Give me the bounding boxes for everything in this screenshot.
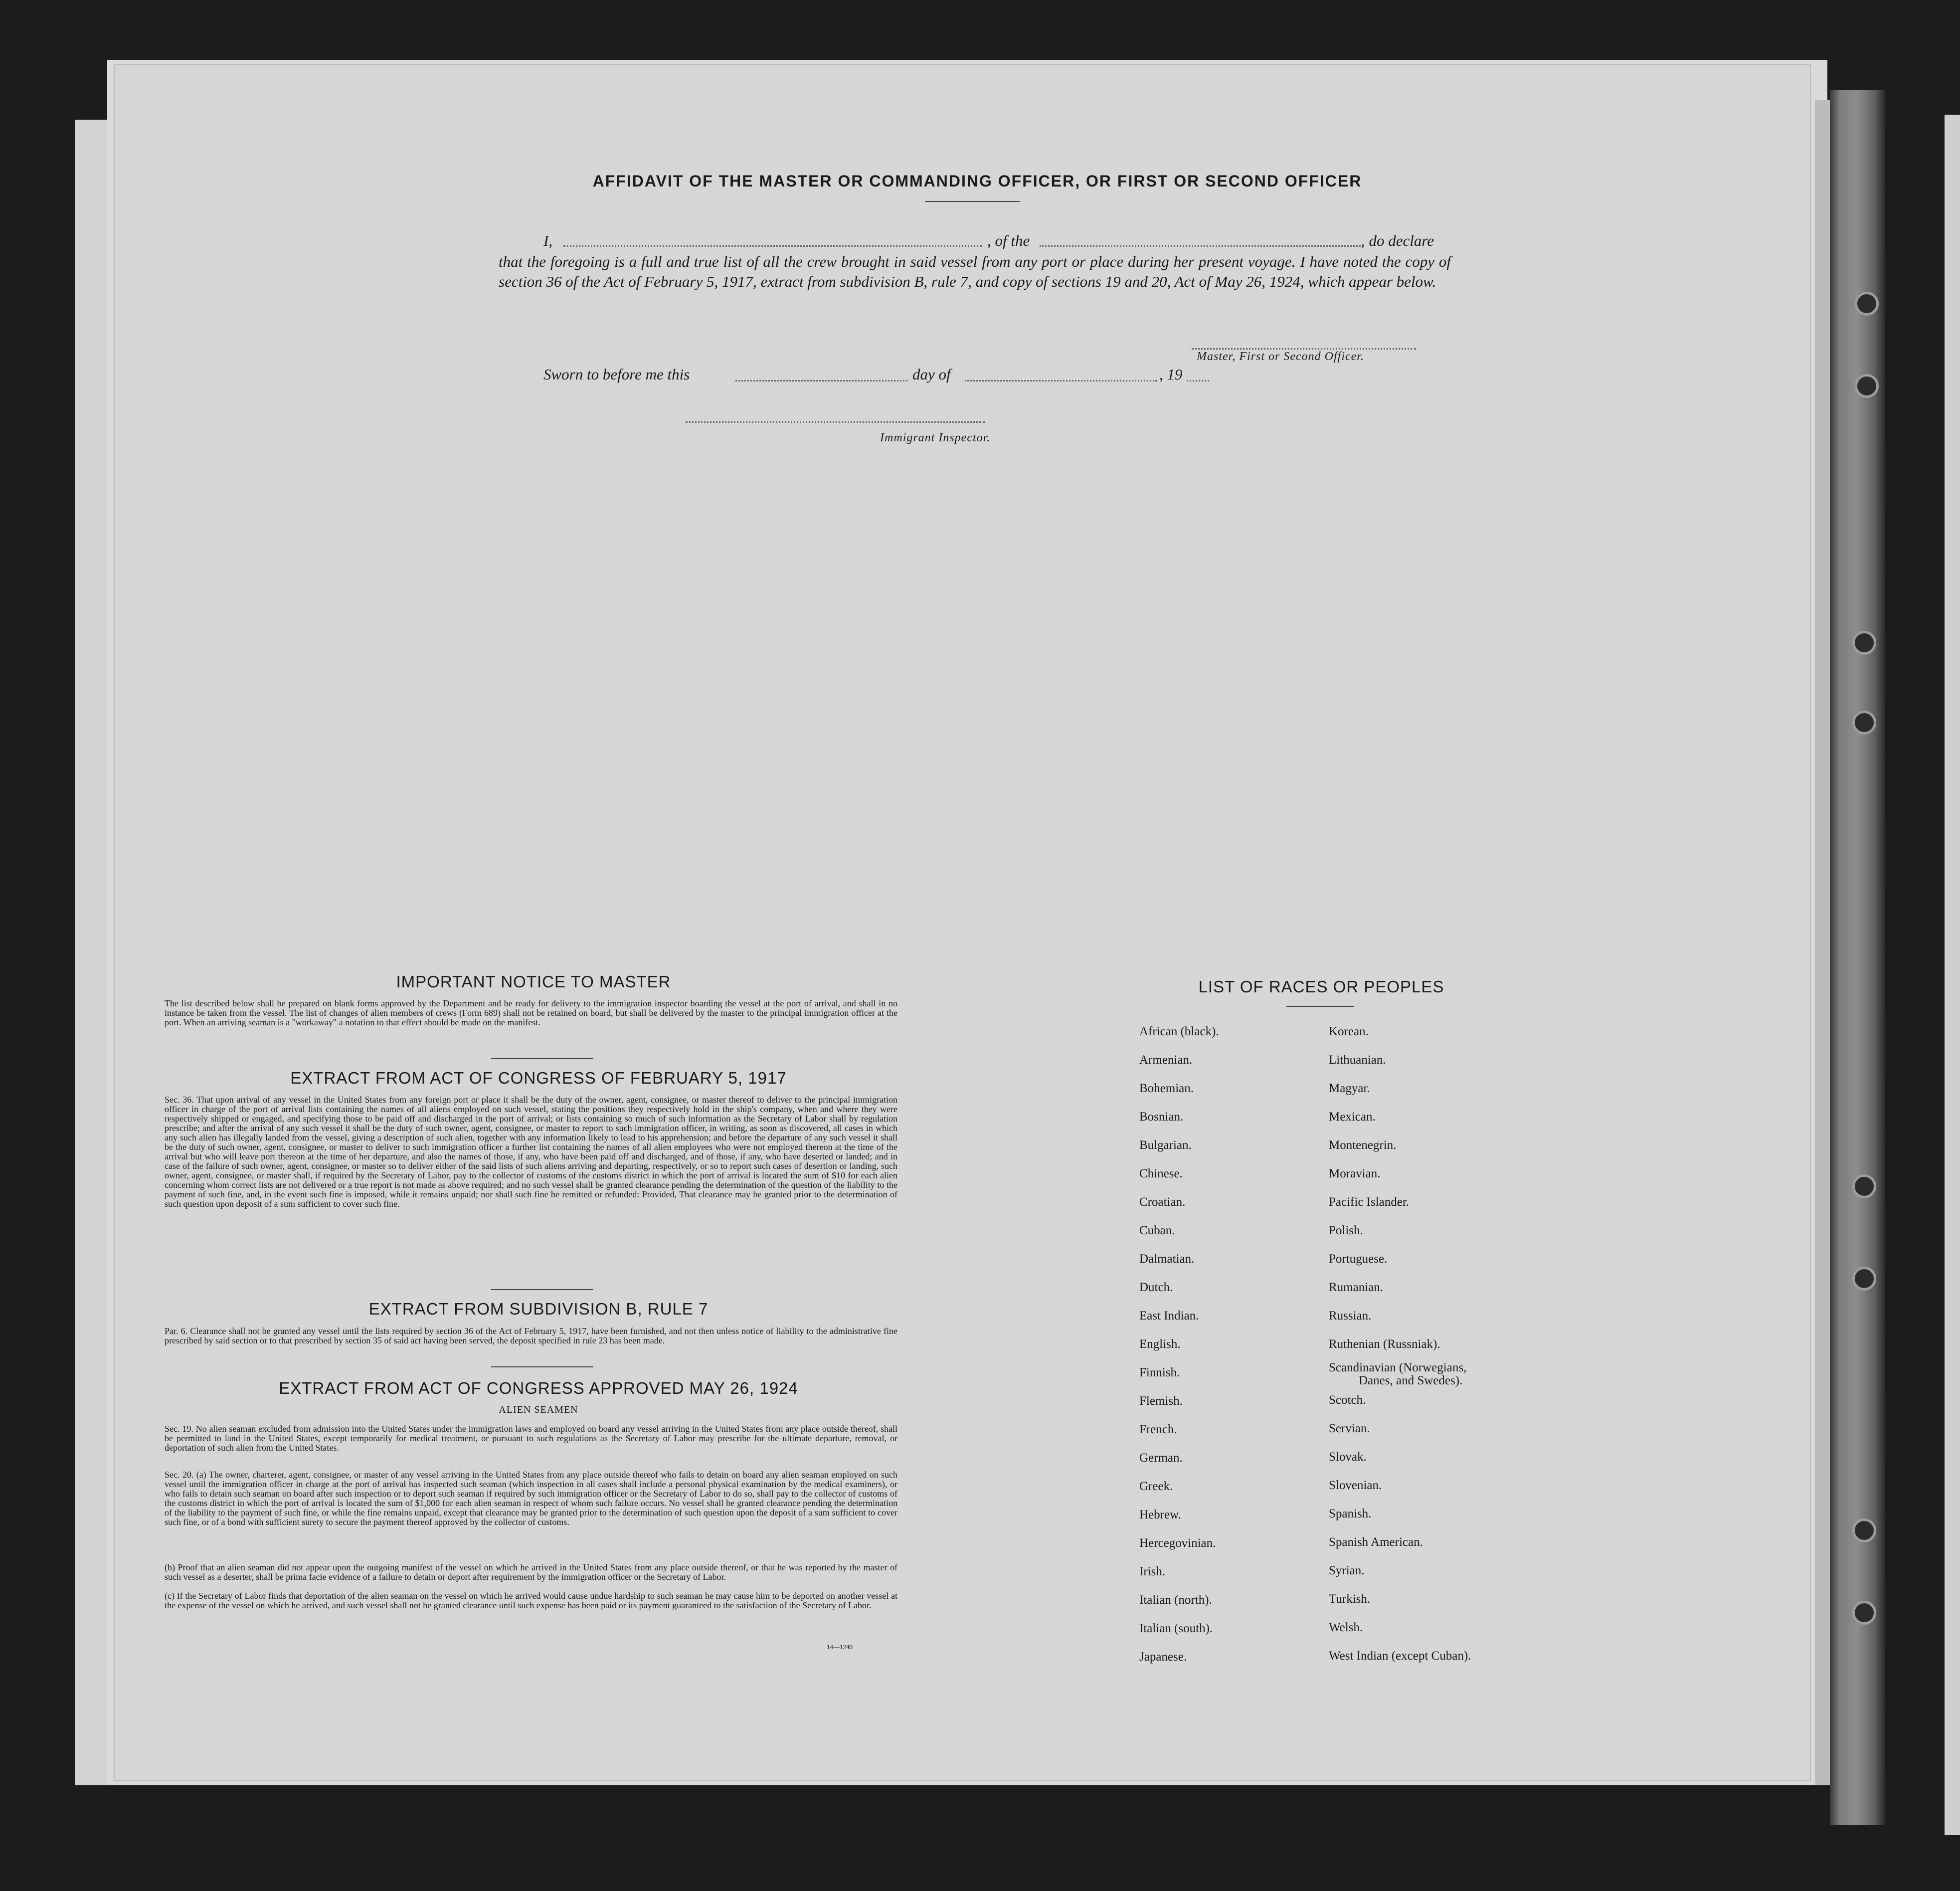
year-label: , 19 [1159,366,1183,383]
extract-1917-divider [491,1289,593,1290]
name-blank [563,245,982,247]
binder-hole [1852,711,1876,735]
race-item: Armenian. [1139,1053,1193,1067]
extract-1917-text: Sec. 36. That upon arrival of any vessel in the United States from any foreign port or place it shall be the duty of the owner, agent, consignee, or master thereof to deliver to the principal immigration officer in charge of the port of arrival lists containing the names of all aliens employed on such vessel, stating the positions they respectively hold in the ship's company, when and where they were respectively shipped or engaged, and specifying those to be paid off and discharged in the port of arrival; or lists containing so much of such information as the Secretary of Labor shall by regulation prescribe; and after the arrival of any such vessel it shall be the duty of such owner, agent, consignee, or master to report to such immigration officer, in writing, as soon as discovered, all cases in which any such alien has illegally landed from the vessel, giving a description of such alien, together with any information likely to lead to his apprehension; and before the departure of any such vessel it shall be the duty of such owner, agent, consignee, or master to deliver to such immigration officer a further list containing the names of all alien employees who were not employed thereon at the time of the arrival but who will leave port thereon at the time of her departure, and also the names of those, if any, who have been paid off and discharged, and of those, if any, who have deserted or landed; and in case of the failure of such owner, agent, consignee, or master so to deliver either of the said lists of such aliens arriving and departing, respectively, or so to report such cases of desertion or landing, such owner, agent, consignee, or master shall, if required by the Secretary of Labor, pay to the collector of customs of the customs district in which the port of arrival is located the sum of $10 for each alien concerning whom correct lists are not delivered or a true report is not made as above required; and no such vessel shall be granted clearance pending the determination of the question of the liability to the payment of such fine, and, in the event such fine is imposed, while it remains unpaid; nor shall such fine be remitted or refunded: Provided, That clearance may be granted prior to the determination of such question upon deposit of a sum sufficient to cover such fine. [165,1095,897,1209]
binder-hole [1852,1601,1876,1625]
race-item: Turkish. [1329,1592,1371,1606]
race-item: Spanish American. [1329,1535,1423,1549]
race-item: English. [1139,1337,1181,1351]
race-item: Spanish. [1329,1507,1372,1520]
race-item: Scandinavian (Norwegians, [1329,1361,1467,1374]
race-item: Polish. [1329,1224,1363,1237]
race-item: Mexican. [1329,1110,1376,1124]
race-item: Chinese. [1139,1167,1183,1180]
notice-title: IMPORTANT NOTICE TO MASTER [396,972,671,991]
inspector-blank [686,421,985,423]
race-item: Bosnian. [1139,1110,1184,1124]
sec-19-text: Sec. 19. No alien seaman excluded from admission into the United States under the immigration laws and employed on board any vessel arriving in the United States from any place outside thereof, shall be permitted to land in the United States, except temporarily for medical treatment, or pursuant to such regulations as the Secretary of Labor may prescribe for the ultimate departure, removal, or deportation of such alien from the United States. [165,1424,897,1453]
affidavit-declare: , do declare [1361,232,1434,249]
month-blank [965,380,1157,381]
race-item: Magyar. [1329,1082,1370,1095]
race-item: Greek. [1139,1480,1173,1493]
binder-hole [1855,374,1879,398]
race-item: Servian. [1329,1422,1370,1435]
alien-seamen-subtitle: ALIEN SEAMEN [499,1404,578,1415]
form-number: 14—1240 [827,1643,853,1651]
race-item: German. [1139,1451,1183,1465]
affidavit-title: AFFIDAVIT OF THE MASTER OR COMMANDING OFFICER, OR FIRST OR SECOND OFFICER [592,172,1362,190]
sec-20a-text: Sec. 20. (a) The owner, charterer, agent, consignee, or master of any vessel arriving in the United States from any place outside thereof who fails to detain on board any alien seaman employed on such vessel until the immigration officer in charge at the port of arrival has inspected such seaman (which inspection in all cases shall include a personal physical examination by the medical examiners), or who fails to detain such seaman on board after such inspection or to deport such seaman if required by such immigration officer or the Secretary of Labor to do so, shall pay to the collector of customs of the customs district in which the port of arrival is located the sum of $1,000 for each alien seaman in respect of whom such failure occurs. No vessel shall be granted clearance pending the determination of the liability to the payment of such fine, or while the fine remains unpaid, except that clearance may be granted prior to the determination of such question upon the deposit of a sum sufficient to cover such fine, or of a bond with sufficient surety to secure the payment thereof approved by the collector of customs. [165,1470,897,1527]
sworn-label: Sworn to before me this [543,366,690,383]
race-item: Bohemian. [1139,1082,1194,1095]
race-item: Italian (north). [1139,1593,1212,1607]
race-item: Dalmatian. [1139,1252,1195,1266]
races-title: LIST OF RACES OR PEOPLES [1198,977,1444,996]
race-item: Croatian. [1139,1195,1186,1209]
race-item: Moravian. [1329,1167,1381,1180]
race-item: Welsh. [1329,1621,1363,1634]
race-item: Slovak. [1329,1450,1367,1464]
affidavit-of-the: , of the [987,232,1030,249]
race-item: Danes, and Swedes). [1359,1374,1463,1387]
race-item: East Indian. [1139,1309,1199,1323]
binder-hole [1852,631,1876,655]
race-item: Syrian. [1329,1564,1365,1577]
day-of-label: day of [912,366,951,383]
race-item: Flemish. [1139,1394,1183,1408]
binder-hole [1852,1267,1876,1291]
race-item: Dutch. [1139,1281,1173,1294]
race-item: Slovenian. [1329,1479,1382,1492]
vessel-blank [1040,245,1364,247]
race-item: Scotch. [1329,1393,1366,1407]
binder-hole [1852,1518,1876,1542]
races-column-2 [1329,1017,1471,1670]
rule-7-text: Par. 6. Clearance shall not be granted any vessel until the lists required by section 36 of the Act of February 5, 1917, have been furnished, and not then unless notice of liability to the administrative fine prescribed by said section or to that prescribed by section 35 of said act having been served, the deposit specified in rule 23 has been made. [165,1326,897,1345]
race-item: Italian (south). [1139,1622,1213,1635]
sec-20b-text: (b) Proof that an alien seaman did not appear upon the outgoing manifest of the vessel on which he arrived in the United States from any place outside thereof, or that he was reported by the master of such vessel as a deserter, shall be prima facie evidence of a failure to detain or deport after requirement by the immigration officer or the Secretary of Labor. [165,1562,897,1582]
race-item: Russian. [1329,1309,1372,1323]
signature-blank [1192,348,1416,350]
race-item: Cuban. [1139,1224,1175,1237]
extract-1917-title: EXTRACT FROM ACT OF CONGRESS OF FEBRUARY 5, 1917 [290,1069,787,1087]
inspector-label: Immigrant Inspector. [880,431,991,444]
race-item: West Indian (except Cuban). [1329,1649,1471,1663]
race-item: Korean. [1329,1025,1369,1038]
binder-spine [1830,90,1885,1825]
race-item: Bulgarian. [1139,1138,1192,1152]
race-item: Hebrew. [1139,1508,1181,1521]
race-item: Irish. [1139,1565,1166,1578]
page-edge [1815,100,1830,1785]
extract-1924-title: EXTRACT FROM ACT OF CONGRESS APPROVED MAY 26, 1924 [279,1379,798,1397]
race-item: African (black). [1139,1025,1219,1038]
title-divider [925,201,1020,202]
race-item: Lithuanian. [1329,1053,1386,1067]
sworn-day-blank [735,380,907,381]
binder-hole [1855,292,1879,316]
race-item: Portuguese. [1329,1252,1388,1266]
adjacent-page-strip [1945,115,1960,1835]
race-item: Japanese. [1139,1650,1187,1664]
races-divider [1286,1006,1354,1007]
races-column-1 [1139,1017,1219,1671]
race-item: French. [1139,1423,1177,1436]
affidavit-paragraph: that the foregoing is a full and true list of all the crew brought in said vessel from any port or place during her present voyage. I have noted the copy of section 36 of the Act of February 5, 1917, extract from subdivision B, rule 7, and copy of sections 19 and 20, Act of May 26, 1924, which appear below. [499,253,1451,290]
race-item: Hercegovinian. [1139,1536,1216,1550]
notice-text: The list described below shall be prepared on blank forms approved by the Department and be ready for delivery to the immigration inspector boarding the vessel at the port of arrival, and shall in no instance be taken from the vessel. The list of changes of alien members of crews (Form 689) shall not be retained on board, but shall be delivered by the master to the principal immigration officer at the port. When an arriving seaman is a "workaway" a notation to that effect should be made on the manifest. [165,998,897,1027]
sec-20c-text: (c) If the Secretary of Labor finds that deportation of the alien seaman on the vessel on which he arrived would cause undue hardship to such seaman he may cause him to be deported on another vessel at the expense of the vessel on which he arrived, and such vessel shall not be granted clearance until such expense has been paid or its payment guaranteed to the satisfaction of the Secretary of Labor. [165,1591,897,1610]
race-item: Pacific Islander. [1329,1195,1410,1209]
year-blank [1187,380,1209,381]
rule-7-divider [491,1366,593,1367]
notice-divider [491,1058,593,1059]
affidavit-i: I, [543,232,553,249]
binder-hole [1852,1174,1876,1198]
race-item: Finnish. [1139,1366,1180,1379]
rule-7-title: EXTRACT FROM SUBDIVISION B, RULE 7 [368,1300,709,1318]
race-item: Montenegrin. [1329,1138,1397,1152]
signature-label: Master, First or Second Officer. [1197,350,1364,363]
race-item: Ruthenian (Russniak). [1329,1337,1440,1351]
race-item: Rumanian. [1329,1281,1384,1294]
